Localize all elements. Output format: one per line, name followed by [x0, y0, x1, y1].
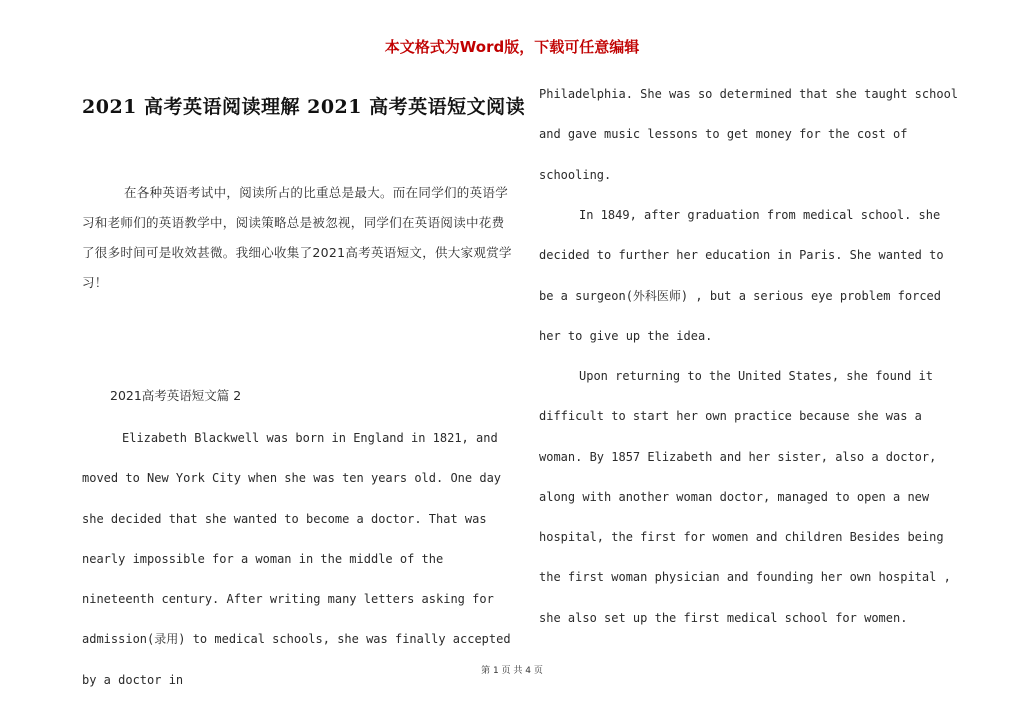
body-paragraph-right-2: In 1849, after graduation from medical school. she decided to further her education in Paris. She wanted to be a surgeon(外科医师) , but a serious eye problem forced her to give up the idea. — [539, 208, 944, 343]
body-paragraph-right-3: Upon returning to the United States, she found it difficult to start her own practice because she was a woman. By 1857 Elizabeth and her sister, also a doctor, along with another woman doctor, managed to open a new hospital, the first for women and children Besides being the first woman physician and founding her own hospital , she also set up the first medical school for women. — [539, 369, 951, 625]
intro-paragraph: 在各种英语考试中，阅读所占的比重总是最大。而在同学们的英语学习和老师们的英语教学中，阅读策略总是被忽视，同学们在英语阅读中花费了很多时间可是收效甚微。我细心收集了2021高考英语短文，供大家观赏学习！ — [82, 185, 512, 290]
section-heading: 2021高考英语短文篇 2 — [110, 388, 242, 403]
document-title: 2021 高考英语阅读理解 2021 高考英语短文阅读 — [82, 96, 526, 118]
word-format-banner: 本文格式为Word版，下载可任意编辑 — [384, 38, 640, 56]
body-paragraph-right-1: Philadelphia. She was so determined that she taught school and gave music lessons to get money for the cost of schooling. — [539, 87, 959, 182]
page-number-footer: 第 1 页 共 4 页 — [481, 666, 543, 676]
body-paragraph-left: Elizabeth Blackwell was born in England in 1821, and moved to New York City when she was ten years old. One day she decided that she wanted to become a doctor. That was nearly impossible for a woman in the middle of the nineteenth century. After writing many letters asking for admission(录用) to medical schools, she was finally accepted by a doctor in — [82, 431, 511, 687]
